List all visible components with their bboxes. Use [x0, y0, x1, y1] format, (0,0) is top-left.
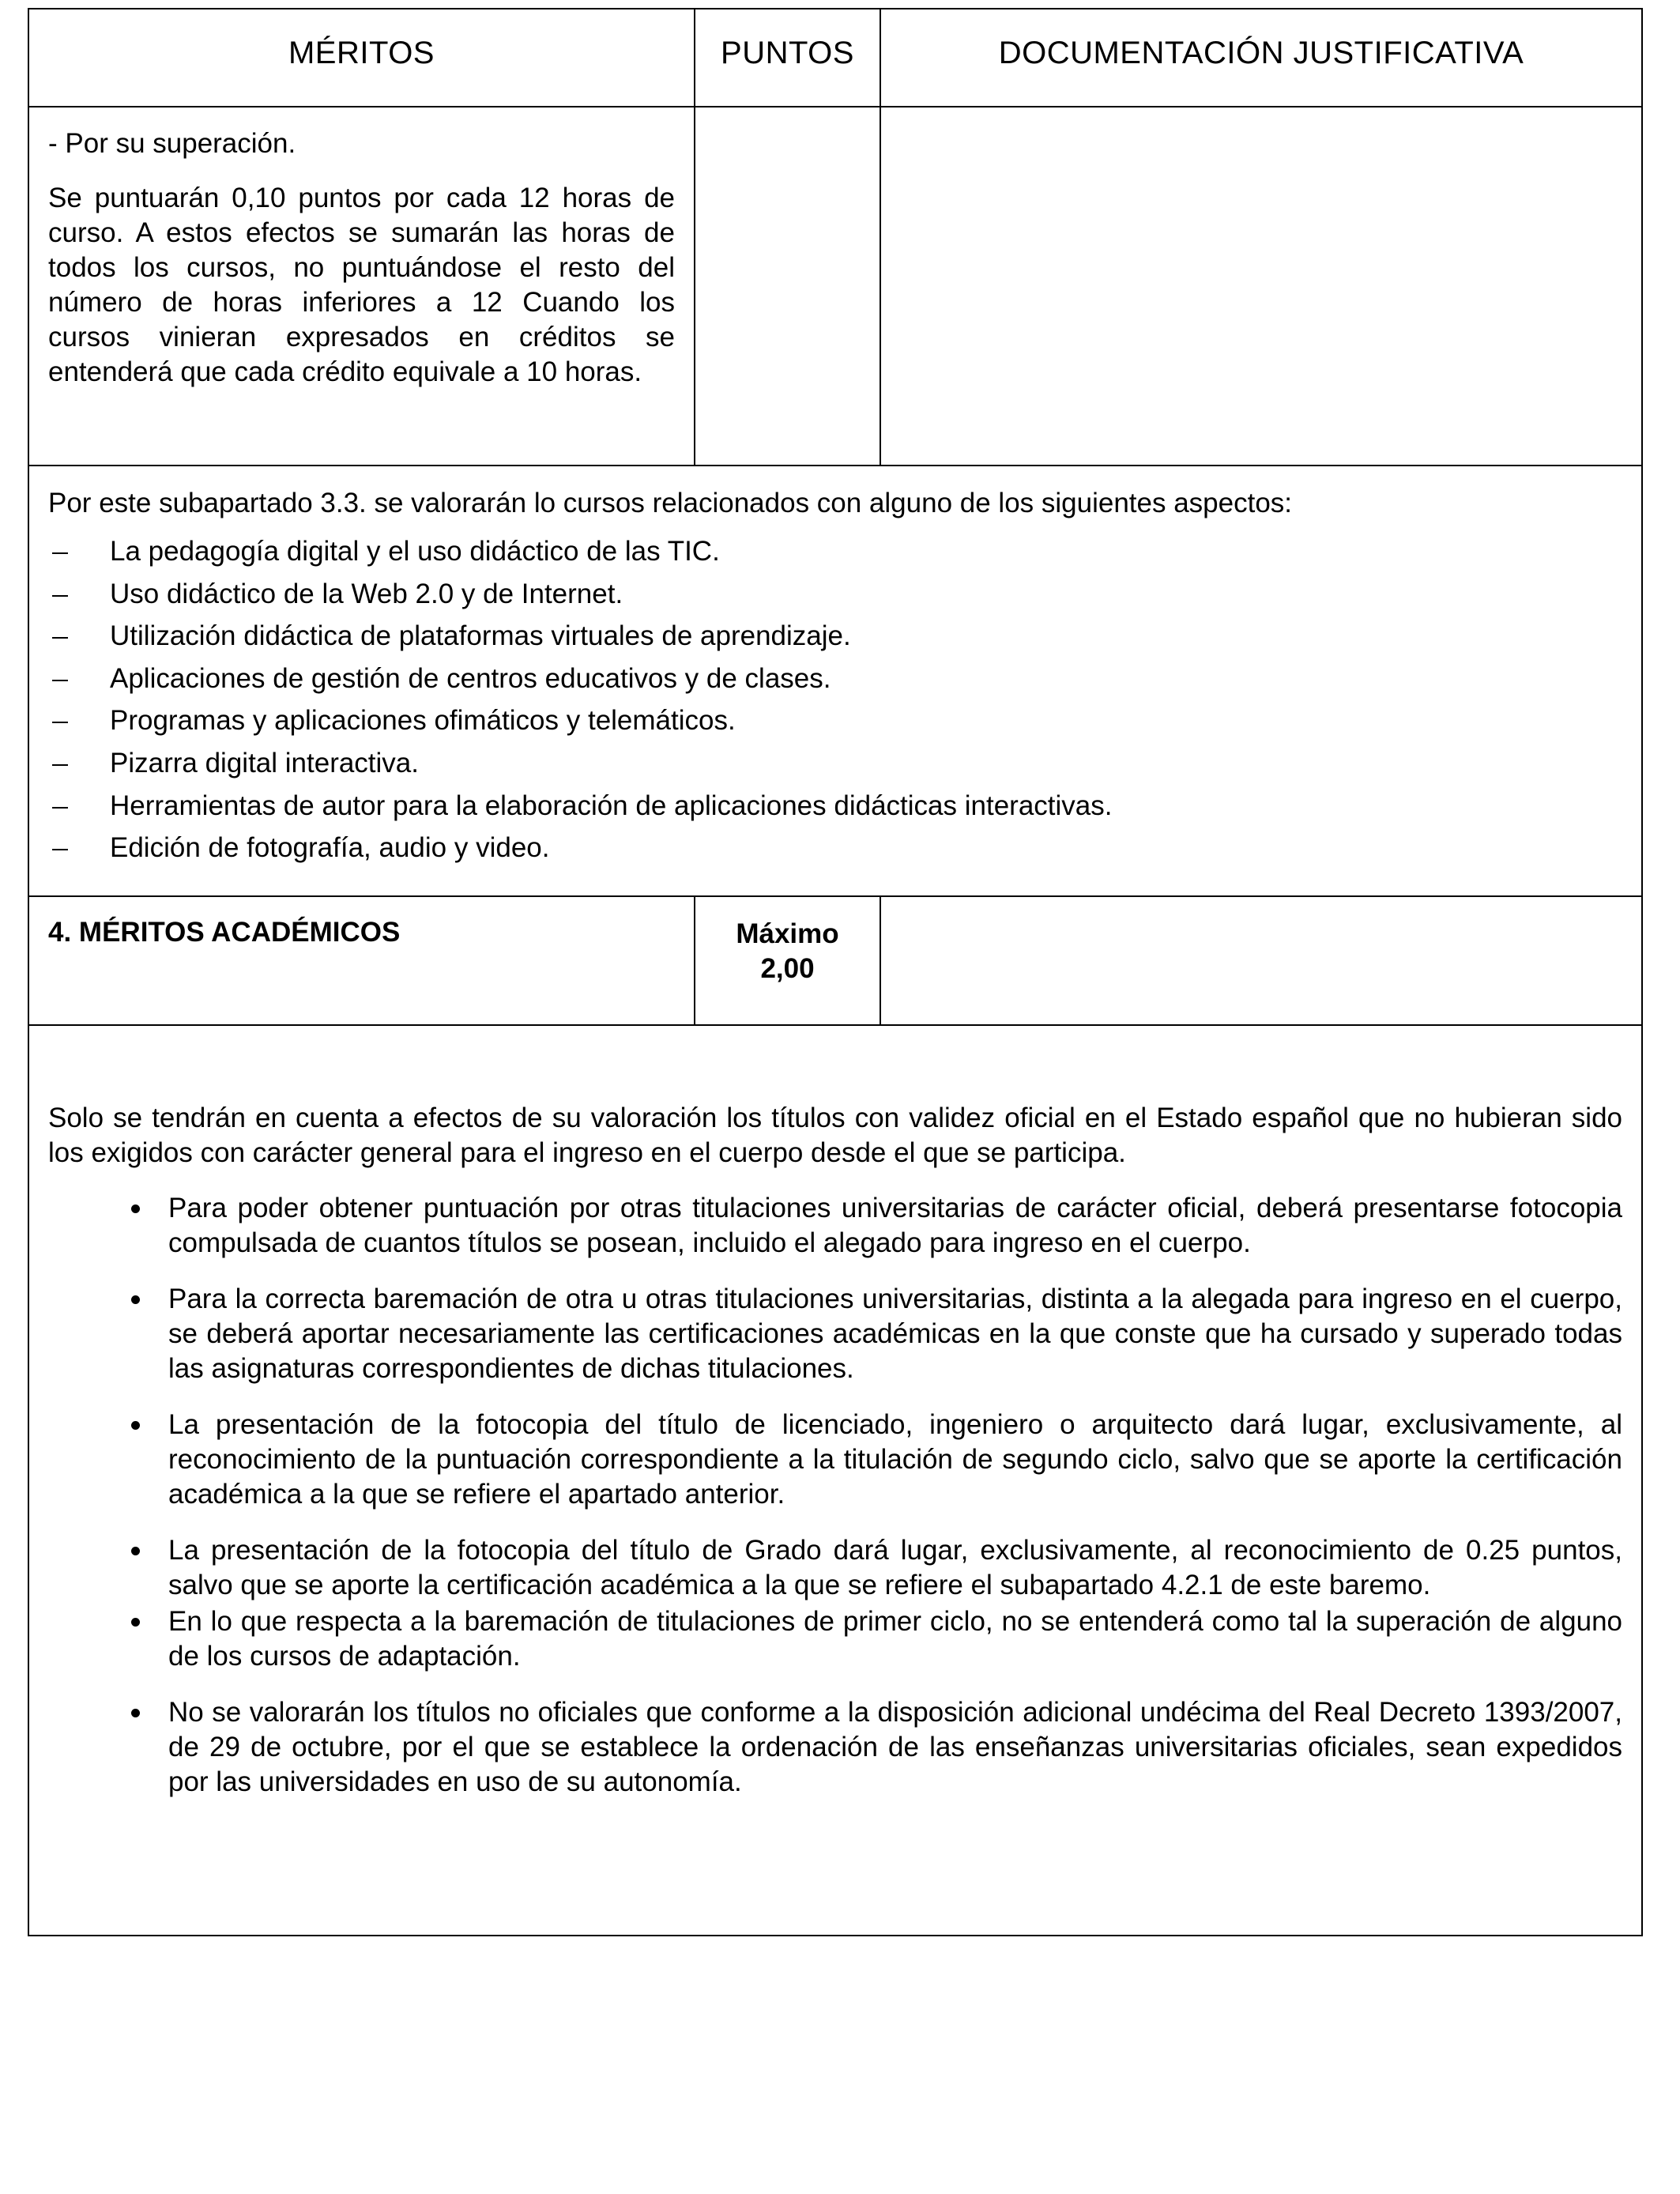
list-item — [48, 1604, 1622, 1674]
max-label: Máximo — [736, 918, 839, 949]
documentation-cell — [881, 107, 1641, 465]
list-item-text: No se valorarán los títulos no oficiales que conforme a la disposición adicional undécima del Real Decreto 1393/2007, de 29 de octubre, por el que se establece la ordenación de las enseñanzas universitarias oficiales, sean expedidos por las universidades en uso de su autonomía. — [168, 1697, 1622, 1797]
bullet-icon — [131, 1547, 140, 1555]
titulos-intro: Solo se tendrán en cuenta a efectos de su valoración los títulos con validez oficial en el Estado español que no hubieran sido los exigidos con carácter general para el ingreso en el cuerpo desde el que se participa. — [48, 1103, 1622, 1168]
list-item — [48, 789, 1622, 824]
list-item-text: Pizarra digital interactiva. — [110, 747, 419, 778]
list-item — [48, 1533, 1622, 1603]
table-row-titulos — [29, 1026, 1641, 1935]
points-cell — [695, 107, 881, 465]
header-documentacion: DOCUMENTACIÓN JUSTIFICATIVA — [998, 36, 1524, 70]
list-item — [48, 1282, 1622, 1386]
list-item-text: Edición de fotografía, audio y video. — [110, 832, 550, 864]
list-item-text: En lo que respecta a la baremación de titulaciones de primer ciclo, no se entenderá como tal la superación de alguno de los cursos de adaptación. — [168, 1606, 1622, 1672]
aspectos-list — [48, 534, 1622, 865]
merits-table — [28, 8, 1643, 1936]
list-item-text: La presentación de la fotocopia del título de Grado dará lugar, exclusivamente, al reconocimiento de 0.25 puntos, salvo que se aporte la certificación académica a la que se refiere el subapartado 4.2.1 de este baremo. — [168, 1535, 1622, 1600]
list-item — [48, 831, 1622, 865]
list-item — [48, 746, 1622, 781]
bullet-icon — [131, 1421, 140, 1430]
table-row-aspectos — [29, 466, 1641, 897]
list-item — [48, 1191, 1622, 1261]
table-row-superacion — [29, 107, 1641, 466]
table-row-meritos-academicos — [29, 897, 1641, 1026]
header-meritos: MÉRITOS — [29, 9, 695, 106]
documentation-cell — [881, 897, 1641, 1024]
superacion-line: - Por su superación. — [48, 128, 296, 159]
section-title: 4. MÉRITOS ACADÉMICOS — [29, 897, 695, 1024]
list-item-text: Para la correcta baremación de otra u otras titulaciones universitarias, distinta a la alegada para ingreso en el cuerpo, se deberá aportar necesariamente las certificaciones académicas en la que conste que ha cursado y superado todas las asignaturas correspondientes de dichas titulaciones. — [168, 1284, 1622, 1384]
list-item-text: Aplicaciones de gestión de centros educativos y de clases. — [110, 662, 831, 694]
list-item-text: La pedagogía digital y el uso didáctico de las TIC. — [110, 536, 720, 567]
list-item-text: Utilización didáctica de plataformas virtuales de aprendizaje. — [110, 620, 851, 652]
titulos-list — [48, 1191, 1622, 1800]
puntuacion-paragraph: Se puntuarán 0,10 puntos por cada 12 horas de curso. A estos efectos se sumarán las horas de todos los cursos, no puntuándose el resto del número de horas inferiores a 12 Cuando los cursos vinieran expresados en créditos se entenderá que cada crédito equivale a 10 horas. — [48, 183, 675, 387]
list-item — [48, 577, 1622, 612]
merit-cell — [29, 107, 695, 465]
list-item — [48, 534, 1622, 569]
list-item — [48, 1695, 1622, 1800]
bullet-icon — [131, 1295, 140, 1304]
list-item — [48, 1408, 1622, 1512]
list-item — [48, 662, 1622, 696]
list-item — [48, 703, 1622, 738]
list-item — [48, 619, 1622, 654]
list-item-text: La presentación de la fotocopia del título de licenciado, ingeniero o arquitecto dará lugar, exclusivamente, al reconocimiento de la puntuación correspondiente a la titulación de segundo ciclo, salvo que se aporte la certificación académica a la que se refiere el apartado anterior. — [168, 1409, 1622, 1510]
list-item-text: Programas y aplicaciones ofimáticos y telemáticos. — [110, 705, 736, 737]
list-item-text: Uso didáctico de la Web 2.0 y de Internet. — [110, 578, 623, 609]
bullet-icon — [131, 1204, 140, 1213]
bullet-icon — [131, 1709, 140, 1717]
aspectos-intro: Por este subapartado 3.3. se valorarán lo cursos relacionados con alguno de los siguientes aspectos: — [48, 488, 1293, 518]
max-points-cell — [695, 897, 881, 1024]
list-item-text: Para poder obtener puntuación por otras titulaciones universitarias de carácter oficial, deberá presentarse fotocopia compulsada de cuantos títulos se posean, incluido el alegado para ingreso en el cuerpo. — [168, 1193, 1622, 1258]
list-item-text: Herramientas de autor para la elaboración de aplicaciones didácticas interactivas. — [110, 790, 1113, 821]
max-value: 2,00 — [760, 953, 815, 984]
header-puntos: PUNTOS — [695, 9, 881, 106]
bullet-icon — [131, 1618, 140, 1627]
table-header — [29, 9, 1641, 107]
